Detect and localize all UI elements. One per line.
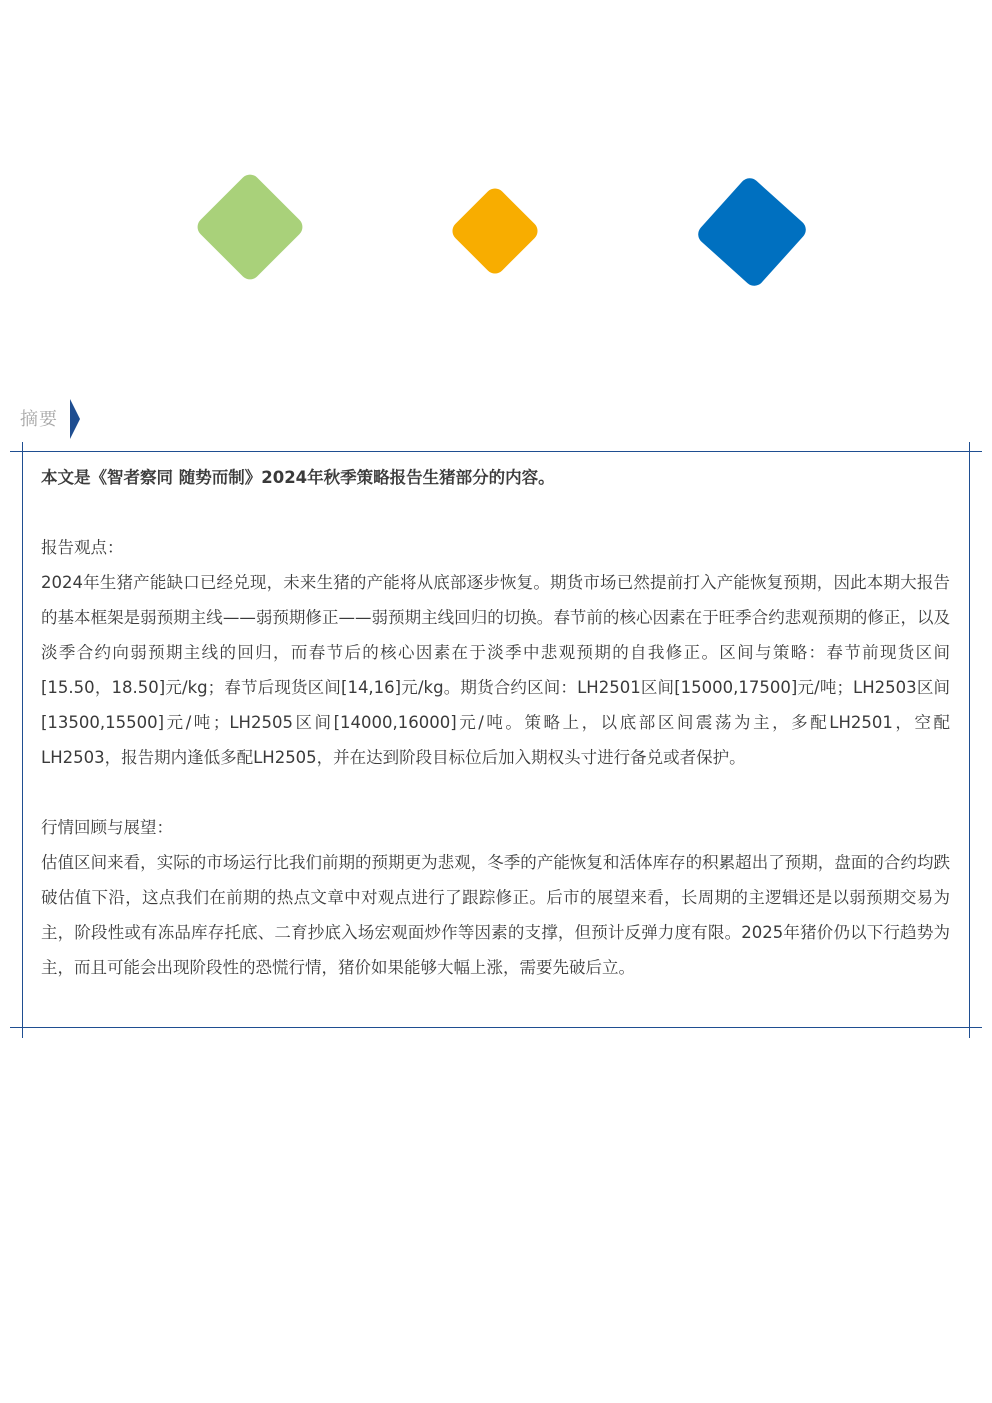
- spacer: [41, 775, 950, 810]
- frame-top-line: [10, 451, 982, 452]
- blue-diamond-decoration: [694, 174, 810, 290]
- arrow-right-icon: [70, 399, 80, 439]
- spacer: [41, 495, 950, 530]
- frame-right-line: [969, 442, 970, 1038]
- viewpoint-heading: 报告观点：: [41, 538, 124, 557]
- orange-diamond-decoration: [448, 184, 541, 277]
- frame-bottom-line: [10, 1027, 982, 1028]
- frame-left-line: [22, 442, 23, 1038]
- review-body: 估值区间来看，实际的市场运行比我们前期的预期更为悲观，冬季的产能恢复和活体库存的积累超出了预期，盘面的合约均跌破估值下沿，这点我们在前期的热点文章中对观点进行了跟踪修正。后市的展望来看，长周期的主逻辑还是以弱预期交易为主，阶段性或有冻品库存托底、二育抄底入场宏观面炒作等因素的支撑，但预计反弹力度有限。2025年猪价仍以下行趋势为主，而且可能会出现阶段性的恐慌行情，猪价如果能够大幅上涨，需要先破后立。: [41, 853, 950, 977]
- section-title: 摘要: [20, 409, 58, 430]
- green-diamond-decoration: [193, 170, 306, 283]
- summary-intro: 本文是《智者察同 随势而制》2024年秋季策略报告生猪部分的内容。: [41, 468, 555, 487]
- viewpoint-body: 2024年生猪产能缺口已经兑现，未来生猪的产能将从底部逐步恢复。期货市场已然提前打入产能恢复预期，因此本期大报告的基本框架是弱预期主线——弱预期修正——弱预期主线回归的切换。春节前的核心因素在于旺季合约悲观预期的修正，以及淡季合约向弱预期主线的回归，而春节后的核心因素在于淡季中悲观预期的自我修正。区间与策略：春节前现货区间[15.50，18.50]元/kg；春节后现货区间[14,16]元/kg。期货合约区间：LH2501区间[15000,17500]元/吨；LH2503区间[13500,15500]元/吨；LH2505区间[14000,16000]元/吨。策略上，以底部区间震荡为主，多配LH2501，空配LH2503，报告期内逢低多配LH2505，并在达到阶段目标位后加入期权头寸进行备兑或者保护。: [41, 573, 950, 767]
- summary-box: [41, 460, 950, 985]
- review-heading: 行情回顾与展望：: [41, 818, 173, 837]
